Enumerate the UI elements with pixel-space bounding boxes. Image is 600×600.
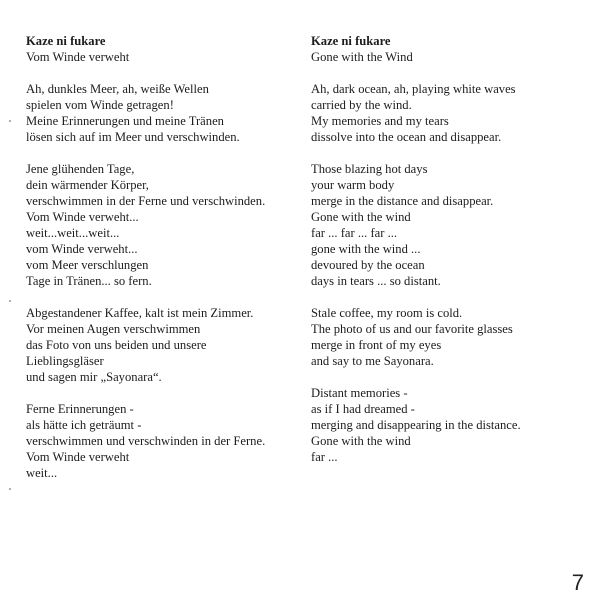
- poem-line: Gone with the wind: [311, 210, 411, 224]
- poem-line: merge in the distance and disappear.: [311, 194, 494, 208]
- poem-line: Distant memories -: [311, 386, 408, 400]
- poem-line: Meine Erinnerungen und meine Tränen: [26, 114, 224, 128]
- english-stanza: [311, 161, 591, 289]
- poem-line: verschwimmen in der Ferne und verschwinden.: [26, 194, 266, 208]
- poem-line: Vom Winde verweht: [26, 450, 130, 464]
- poem-line: far ... far ... far ...: [311, 226, 398, 240]
- english-subtitle: Gone with the Wind: [311, 50, 413, 64]
- poem-line: devoured by the ocean: [311, 258, 425, 272]
- german-stanza: [26, 81, 298, 145]
- poem-line: das Foto von uns beiden und unsere: [26, 338, 207, 352]
- german-stanzas: [26, 81, 298, 481]
- poem-line: verschwimmen und verschwinden in der Ferne.: [26, 434, 266, 448]
- german-stanza: [26, 161, 298, 289]
- poem-line: dissolve into the ocean and disappear.: [311, 130, 502, 144]
- poem-line: The photo of us and our favorite glasses: [311, 322, 513, 336]
- poem-line: spielen vom Winde getragen!: [26, 98, 174, 112]
- poem-line: Tage in Tränen... so fern.: [26, 274, 152, 288]
- poem-line: gone with the wind ...: [311, 242, 421, 256]
- poem-line: lösen sich auf im Meer und verschwinden.: [26, 130, 240, 144]
- english-stanza: [311, 81, 591, 145]
- poem-line: und sagen mir „Sayonara“.: [26, 370, 162, 384]
- poem-line: Stale coffee, my room is cold.: [311, 306, 463, 320]
- poem-line: far ...: [311, 450, 338, 464]
- poem-line: Gone with the wind: [311, 434, 411, 448]
- german-column: [26, 33, 298, 497]
- scan-speck: [9, 120, 11, 122]
- english-column: [311, 33, 591, 481]
- english-stanza: [311, 305, 591, 369]
- poem-line: Ah, dark ocean, ah, playing white waves: [311, 82, 516, 96]
- poem-line: Lieblingsgläser: [26, 354, 104, 368]
- poem-line: Those blazing hot days: [311, 162, 428, 176]
- poem-line: carried by the wind.: [311, 98, 412, 112]
- poem-line: My memories and my tears: [311, 114, 449, 128]
- poem-line: Jene glühenden Tage,: [26, 162, 135, 176]
- german-subtitle: Vom Winde verweht: [26, 50, 130, 64]
- german-title: Kaze ni fukare: [26, 34, 106, 48]
- poem-line: and say to me Sayonara.: [311, 354, 434, 368]
- poem-line: Vor meinen Augen verschwimmen: [26, 322, 201, 336]
- poem-line: Vom Winde verweht...: [26, 210, 139, 224]
- german-stanza: [26, 401, 298, 481]
- english-title: Kaze ni fukare: [311, 34, 391, 48]
- german-stanza: [26, 305, 298, 385]
- poem-line: dein wärmender Körper,: [26, 178, 149, 192]
- page-number: 7: [571, 570, 584, 595]
- scan-speck: [9, 488, 11, 490]
- poem-line: vom Winde verweht...: [26, 242, 138, 256]
- poem-line: your warm body: [311, 178, 395, 192]
- poem-line: vom Meer verschlungen: [26, 258, 149, 272]
- poem-line: days in tears ... so distant.: [311, 274, 441, 288]
- english-stanzas: [311, 81, 591, 465]
- poem-line: as if I had dreamed -: [311, 402, 415, 416]
- poem-line: Ferne Erinnerungen -: [26, 402, 134, 416]
- poem-line: weit...weit...weit...: [26, 226, 120, 240]
- scan-speck: [9, 300, 11, 302]
- poem-line: weit...: [26, 466, 58, 480]
- poem-line: als hätte ich geträumt -: [26, 418, 142, 432]
- poem-line: Abgestandener Kaffee, kalt ist mein Zimmer.: [26, 306, 254, 320]
- poem-line: merging and disappearing in the distance.: [311, 418, 521, 432]
- poem-line: Ah, dunkles Meer, ah, weiße Wellen: [26, 82, 209, 96]
- english-stanza: [311, 385, 591, 465]
- poem-line: merge in front of my eyes: [311, 338, 442, 352]
